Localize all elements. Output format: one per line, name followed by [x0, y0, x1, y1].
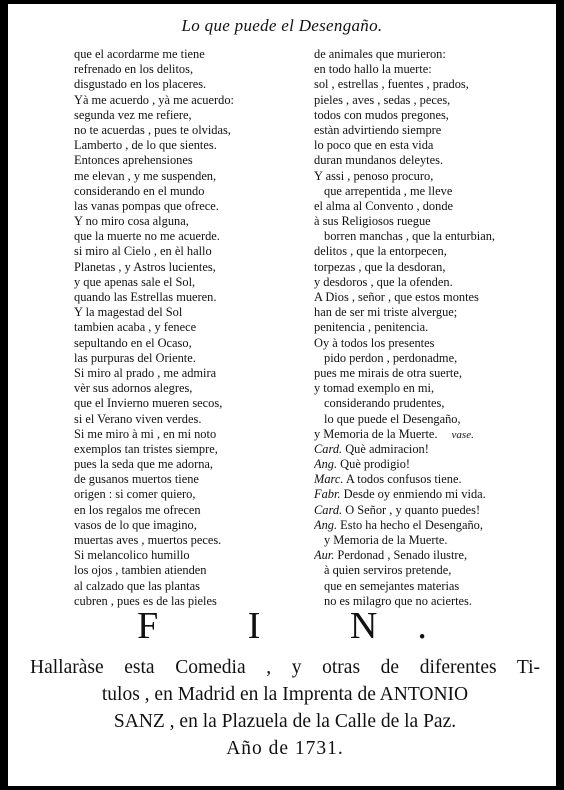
verse-line — [314, 47, 546, 62]
verse-line — [314, 457, 546, 472]
verse-text: Què admiracion! — [345, 441, 429, 456]
verse-line — [314, 396, 546, 411]
verse-text: A Dios , señor , que estos montes — [314, 290, 479, 304]
verse-line: si el Verano viven verdes. — [74, 411, 202, 426]
verse-line — [314, 123, 546, 138]
verse-text: estàn advirtiendo siempre — [314, 122, 442, 137]
speaker-label: Card. — [314, 502, 343, 517]
verse-line — [314, 548, 546, 563]
colophon-line-2: tulos , en Madrid en la Imprenta de ANTONIO — [101, 684, 469, 705]
verse-line: origen : si comer quiero, — [74, 487, 196, 502]
verse-text: en todo hallo la muerte: — [314, 62, 432, 77]
right-verse-column — [314, 47, 546, 609]
verse-line — [314, 244, 546, 259]
verse-text: sol , estrellas , fuentes , prados, — [314, 77, 469, 92]
verse-text: duran mundanos deleytes. — [314, 153, 444, 168]
verse-line — [314, 275, 546, 290]
verse-text: pues me mirais de otra suerte, — [314, 365, 462, 380]
verse-line: los ojos , tambien atienden — [74, 563, 207, 578]
verse-line — [314, 472, 546, 487]
verse-line: y que apenas sale el Sol, — [74, 274, 196, 289]
verse-line: que el acordarme me tiene — [74, 47, 205, 61]
verse-line: las purpuras del Oriente. — [74, 350, 196, 365]
verse-line: Si miro al prado , me admira — [74, 365, 217, 380]
verse-text: y desdoros , que la ofenden. — [314, 274, 453, 289]
verse-line: de gusanos muertos tiene — [74, 472, 199, 487]
verse-line: vasos de lo que imagino, — [74, 517, 197, 532]
verse-line — [314, 518, 546, 533]
verse-line — [314, 62, 546, 77]
verse-text: à quien serviros pretende, — [324, 563, 452, 578]
verse-text: todos con mudos pregones, — [314, 107, 449, 122]
verse-line: si miro al Cielo , en èl hallo — [74, 244, 212, 259]
verse-line: que la muerte no me acuerde. — [74, 229, 220, 244]
verse-text: y Memoria de la Muerte. — [324, 533, 448, 547]
verse-line: que el Invierno mueren secos, — [74, 396, 223, 411]
speaker-label: Ang. — [314, 457, 338, 472]
verse-line: Lamberto , de lo que sientes. — [74, 138, 217, 153]
verse-line — [314, 77, 546, 92]
verse-line — [314, 229, 546, 244]
speaker-label: Ang. — [314, 517, 338, 532]
verse-text: A todos confusos tiene. — [345, 472, 462, 487]
verse-text: Esto ha hecho el Desengaño, — [340, 517, 483, 532]
verse-line — [314, 290, 546, 305]
verse-line: Planetas , y Astros lucientes, — [74, 259, 216, 274]
verse-line — [314, 320, 546, 335]
verse-line: Y no miro cosa alguna, — [74, 214, 189, 229]
verse-line — [314, 487, 546, 502]
verse-line: vèr sus adornos alegres, — [74, 381, 193, 396]
verse-text: que en semejantes materias — [324, 578, 460, 593]
verse-line: Yà me acuerdo , yà me acuerdo: — [74, 92, 234, 107]
verse-line: pues la seda que me adorna, — [74, 457, 213, 472]
verse-line — [314, 381, 546, 396]
verse-line: muertas aves , muertos peces. — [74, 533, 222, 547]
verse-text: pido perdon , perdonadme, — [324, 350, 458, 365]
verse-line — [314, 533, 546, 548]
verse-text: no es milagro que no aciertes. — [324, 593, 472, 608]
verse-line — [314, 305, 546, 320]
speaker-label: Card. — [314, 441, 343, 456]
verse-line: Y la magestad del Sol — [74, 305, 183, 320]
stage-direction: vase. — [451, 428, 474, 441]
verse-line: sepultando en el Ocaso, — [74, 335, 192, 350]
verse-line — [314, 503, 546, 518]
verse-line: Entonces aprehensiones — [74, 153, 193, 168]
verse-line — [314, 93, 546, 108]
verse-text: y Memoria de la Muerte. — [314, 426, 438, 441]
verse-line — [314, 442, 546, 457]
document-page — [8, 4, 556, 786]
verse-line: segunda vez me refiere, — [74, 107, 192, 122]
verse-line — [314, 214, 546, 229]
verse-line: me elevan , y me suspenden, — [74, 168, 217, 183]
verse-line: Si melancolico humillo — [74, 548, 190, 563]
verse-text: considerando prudentes, — [324, 396, 445, 411]
verse-text: Desde oy enmiendo mi vida. — [343, 487, 486, 502]
verse-text: pieles , aves , sedas , peces, — [314, 92, 451, 107]
verse-text: lo que puede el Desengaño, — [324, 411, 461, 426]
verse-line: quando las Estrellas mueren. — [74, 290, 217, 304]
verse-line: disgustado en los placeres. — [74, 77, 207, 92]
verse-line: no te acuerdas , pues te olvidas, — [74, 122, 231, 137]
colophon — [30, 654, 540, 762]
verse-line — [314, 427, 546, 442]
verse-line — [314, 412, 546, 427]
verse-line: las vanas pompas que ofrece. — [74, 198, 219, 213]
verse-text: y tomad exemplo en mi, — [314, 381, 435, 396]
verse-line: cubren , pues es de las pieles — [74, 593, 217, 608]
verse-line — [314, 184, 546, 199]
verse-line: al calzado que las plantas — [74, 578, 200, 593]
verse-line — [314, 366, 546, 381]
verse-line — [314, 336, 546, 351]
left-verse-column — [74, 47, 299, 609]
verse-line — [314, 153, 546, 168]
verse-text: Oy à todos los presentes — [314, 335, 435, 350]
colophon-line-3: SANZ , en la Plazuela de la Calle de la Paz. — [113, 711, 457, 732]
speaker-label: Aur. — [314, 548, 335, 563]
verse-text: han de ser mi triste alvergue; — [314, 305, 458, 320]
verse-text: Perdonad , Senado ilustre, — [337, 548, 468, 563]
verse-text: delitos , que la entorpecen, — [314, 244, 447, 259]
speaker-label: Fabr. — [314, 487, 341, 502]
verse-line — [314, 169, 546, 184]
verse-line: refrenado en los delitos, — [74, 62, 194, 77]
verse-line — [314, 260, 546, 275]
verse-text: Y assi , penoso procuro, — [314, 168, 434, 183]
verse-line — [314, 199, 546, 214]
verse-line: en los regalos me ofrecen — [74, 502, 201, 517]
verse-text: que arrepentida , me lleve — [324, 183, 453, 198]
running-header: Lo que puede el Desengaño. — [181, 16, 383, 35]
fin-heading: F I N. — [137, 605, 467, 647]
verse-text: borren manchas , que la enturbian, — [324, 229, 495, 244]
verse-text: torpezas , que la desdoran, — [314, 259, 446, 274]
verse-text: penitencia , penitencia. — [314, 320, 429, 335]
verse-text: O Señor , y quanto puedes! — [345, 502, 481, 517]
speaker-label: Marc. — [314, 472, 344, 487]
verse-line: considerando en el mundo — [74, 183, 205, 198]
verse-line: tambien acaba , y fenece — [74, 320, 197, 335]
verse-line — [314, 579, 546, 594]
verse-text: à sus Religiosos ruegue — [314, 214, 431, 229]
verse-line — [314, 108, 546, 123]
verse-line: exemplos tan tristes siempre, — [74, 441, 218, 456]
verse-text: de animales que murieron: — [314, 47, 446, 61]
verse-line — [314, 351, 546, 366]
verse-line — [314, 563, 546, 578]
verse-text: el alma al Convento , donde — [314, 198, 454, 213]
verse-text: Què prodigio! — [340, 457, 411, 472]
publication-year: Año de 1731. — [226, 738, 344, 759]
colophon-line-1: Hallaràse esta Comedia , y otras de diferentes Ti- — [30, 657, 540, 678]
verse-line — [314, 138, 546, 153]
verse-text: lo poco que en esta vida — [314, 138, 434, 153]
verse-line: Si me miro à mi , en mi noto — [74, 426, 217, 441]
